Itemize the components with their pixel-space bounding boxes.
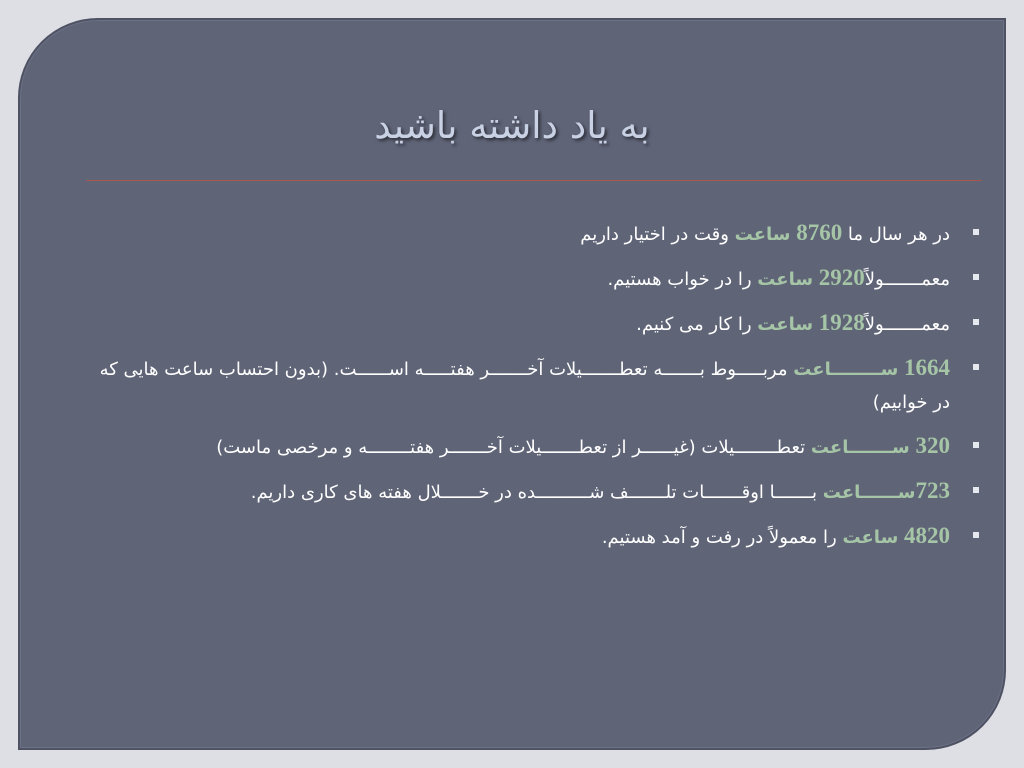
bullet-marker-icon	[973, 274, 979, 280]
bullet-item	[82, 306, 984, 341]
highlighted-number: 320	[915, 433, 950, 458]
slide-title: به یاد داشته باشید	[374, 104, 650, 147]
highlighted-word: ساعت	[734, 224, 791, 245]
bullet-text: در هر سال ما 8760 ساعت وقت در اختیار داریم	[580, 220, 950, 245]
bullet-marker-icon	[973, 364, 979, 370]
highlighted-number: 8760	[796, 220, 843, 245]
bullet-marker-icon	[973, 229, 979, 235]
bullet-marker-icon	[973, 319, 979, 325]
bullet-item	[82, 429, 984, 464]
highlighted-number: 2920	[818, 265, 865, 290]
highlighted-word: ســـــــاعت	[810, 437, 910, 458]
bullet-text: معمـــــــولاً2920 ساعت را در خواب هستیم.	[607, 265, 950, 290]
bullet-item	[82, 519, 984, 554]
bullet-item	[82, 261, 984, 296]
highlighted-word: ســــــــاعت	[793, 359, 899, 380]
bullet-item	[82, 216, 984, 251]
highlighted-word: ساعت	[757, 314, 814, 335]
highlighted-word: ســــــاعت	[822, 482, 916, 503]
highlighted-number: 1928	[818, 310, 865, 335]
highlighted-word: ساعت	[757, 269, 814, 290]
bullet-marker-icon	[973, 487, 979, 493]
bullet-item	[82, 351, 984, 419]
highlighted-number: 723	[915, 478, 950, 503]
bullet-item	[82, 474, 984, 509]
bullet-marker-icon	[973, 442, 979, 448]
bullet-text: 723ســــــاعت بـــــــا اوقـــــــات تلـــــــف شــــــــــده در خـــــــلال هفته های کاری داریم.	[250, 478, 950, 503]
highlighted-number: 1664	[904, 355, 950, 380]
title-divider	[86, 180, 982, 181]
bullet-list	[82, 216, 984, 564]
highlighted-number: 4820	[904, 523, 950, 548]
bullet-text: 320 ســـــــاعت تعطــــــــیلات (غیــــــر از تعطـــــــیلات آخـــــــر هفتــــــــه و مرخصی ماست)	[216, 433, 950, 458]
bullet-text: 1664 ســــــــاعت مربـــــوط بـــــــه تعطـــــــیلات آخـــــــر هفتـــــه اســــــت. (بدون احتساب ساعت هایی که در خوابیم)	[99, 355, 950, 413]
bullet-marker-icon	[973, 532, 979, 538]
bullet-text: معمـــــــولاً1928 ساعت را کار می کنیم.	[636, 310, 950, 335]
bullet-text: 4820 ساعت را معمولاً در رفت و آمد هستیم.	[601, 523, 950, 548]
highlighted-word: ساعت	[842, 527, 899, 548]
slide	[18, 18, 1006, 750]
